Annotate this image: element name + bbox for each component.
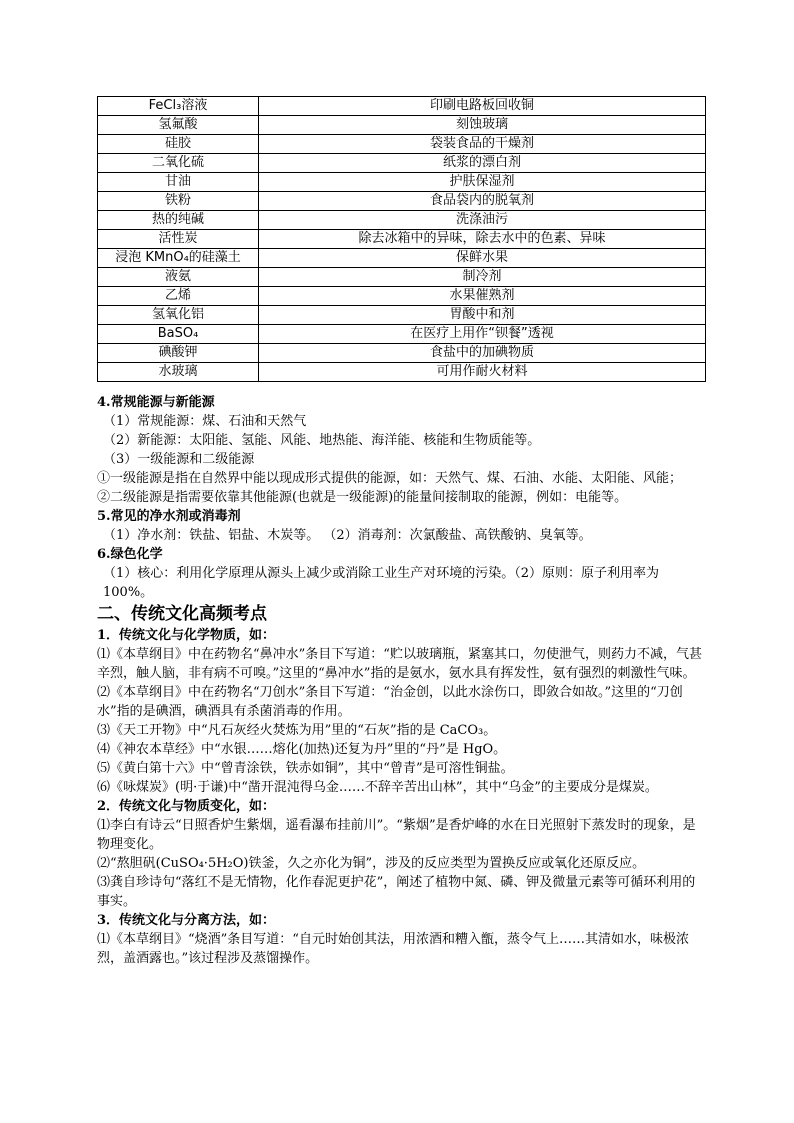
section-5-heading: 5.常见的净水剂或消毒剂 bbox=[97, 509, 241, 524]
usage-cell: 刻蚀玻璃 bbox=[259, 116, 706, 135]
table-row bbox=[98, 306, 706, 325]
paragraph: （3）一级能源和二级能源 bbox=[103, 452, 255, 467]
part-2-heading: 二、传统文化高频考点 bbox=[97, 604, 267, 624]
usage-cell: 纸浆的漂白剂 bbox=[259, 154, 706, 173]
substance-cell: FeCl₃溶液 bbox=[98, 97, 259, 116]
table-row bbox=[98, 230, 706, 249]
paragraph: ⑷《神农本草经》中“水银……熔化(加热)还复为丹”里的“丹”是 HgO。 bbox=[97, 742, 507, 757]
substance-cell: 氢氟酸 bbox=[98, 116, 259, 135]
table-row bbox=[98, 135, 706, 154]
subsection-heading: 2．传统文化与物质变化，如： bbox=[97, 799, 276, 814]
usage-cell: 洗涤油污 bbox=[259, 211, 706, 230]
section-4-heading: 4.常规能源与新能源 bbox=[97, 395, 215, 410]
paragraph: ⑹《咏煤炭》(明·于谦)中“凿开混沌得乌金……不辞辛苦出山林”，其中“乌金”的主要成分是煤炭。 bbox=[97, 780, 658, 795]
subsection-heading: 3．传统文化与分离方法，如： bbox=[97, 913, 276, 928]
table-row bbox=[98, 211, 706, 230]
substance-cell: 碘酸钾 bbox=[98, 344, 259, 363]
usage-cell: 护肤保湿剂 bbox=[259, 173, 706, 192]
substance-cell: 甘油 bbox=[98, 173, 259, 192]
substance-cell: 液氨 bbox=[98, 268, 259, 287]
substance-usage-table bbox=[97, 96, 706, 382]
table-row bbox=[98, 173, 706, 192]
table-row bbox=[98, 192, 706, 211]
substance-cell: 二氧化硫 bbox=[98, 154, 259, 173]
table-row bbox=[98, 363, 706, 382]
substance-cell: 铁粉 bbox=[98, 192, 259, 211]
document-body bbox=[97, 393, 706, 968]
usage-cell: 胃酸中和剂 bbox=[259, 306, 706, 325]
paragraph: ⑴《本草纲目》“烧酒”条目写道：“自元时始创其法，用浓酒和糟入甑，蒸令气上……其清如水，味极浓烈，盖酒露也。”该过程涉及蒸馏操作。 bbox=[97, 932, 689, 966]
usage-cell: 袋装食品的干燥剂 bbox=[259, 135, 706, 154]
substance-cell: BaSO₄ bbox=[98, 325, 259, 344]
paragraph: ⑶龚自珍诗句“落红不是无情物，化作春泥更护花”，阐述了植物中氮、磷、钾及微量元素等可循环利用的事实。 bbox=[97, 875, 696, 909]
table-row bbox=[98, 344, 706, 363]
paragraph: （1）核心：利用化学原理从源头上减少或消除工业生产对环境的污染。（2）原则：原子利用率为 100%。 bbox=[103, 566, 660, 600]
table-row bbox=[98, 97, 706, 116]
table-row bbox=[98, 268, 706, 287]
substance-cell: 硅胶 bbox=[98, 135, 259, 154]
substance-cell: 乙烯 bbox=[98, 287, 259, 306]
usage-cell: 食品袋内的脱氧剂 bbox=[259, 192, 706, 211]
table-row bbox=[98, 116, 706, 135]
paragraph: ⑴《本草纲目》中在药物名“鼻冲水”条目下写道：“贮以玻璃瓶，紧塞其口，勿使泄气，则药力不减，气甚辛烈，触人脑，非有病不可嗅。”这里的“鼻冲水”指的是氨水，氨水具有挥发性，氨有强烈的刺激性气味。 bbox=[97, 647, 702, 681]
usage-cell: 保鲜水果 bbox=[259, 249, 706, 268]
subsection-heading: 1．传统文化与化学物质，如： bbox=[97, 628, 276, 643]
usage-cell: 在医疗上用作“钡餐”透视 bbox=[259, 325, 706, 344]
paragraph: ②二级能源是指需要依靠其他能源(也就是一级能源)的能量间接制取的能源，例如：电能等。 bbox=[97, 490, 628, 505]
table-row bbox=[98, 249, 706, 268]
table-row bbox=[98, 287, 706, 306]
paragraph: ⑶《天工开物》中“凡石灰经火焚炼为用”里的“石灰”指的是 CaCO₃。 bbox=[97, 723, 497, 738]
paragraph: （2）新能源：太阳能、氢能、风能、地热能、海洋能、核能和生物质能等。 bbox=[103, 433, 541, 448]
substance-cell: 热的纯碱 bbox=[98, 211, 259, 230]
paragraph: ⑵《本草纲目》中在药物名“刀创水”条目下写道：“治金创，以此水涂伤口，即敛合如故。”这里的“刀创水”指的是碘酒，碘酒具有杀菌消毒的作用。 bbox=[97, 685, 683, 719]
document-page bbox=[97, 96, 706, 968]
substance-cell: 浸泡 KMnO₄的硅藻土 bbox=[98, 249, 259, 268]
paragraph: （1）净水剂：铁盐、铝盐、木炭等。 （2）消毒剂：次氯酸盐、高铁酸钠、臭氧等。 bbox=[103, 528, 592, 543]
substance-cell: 氢氧化铝 bbox=[98, 306, 259, 325]
substance-cell: 活性炭 bbox=[98, 230, 259, 249]
paragraph: ⑵“熬胆矾(CuSO₄·5H₂O)铁釜，久之亦化为铜”，涉及的反应类型为置换反应或氧化还原反应。 bbox=[97, 856, 646, 871]
table-row bbox=[98, 154, 706, 173]
usage-cell: 可用作耐火材料 bbox=[259, 363, 706, 382]
paragraph: ⑸《黄白第十六》中“曾青涂铁，铁赤如铜”，其中“曾青”是可溶性铜盐。 bbox=[97, 761, 514, 776]
section-6-heading: 6.绿色化学 bbox=[97, 547, 163, 562]
paragraph: （1）常规能源：煤、石油和天然气 bbox=[103, 414, 307, 429]
usage-cell: 印刷电路板回收铜 bbox=[259, 97, 706, 116]
usage-cell: 制冷剂 bbox=[259, 268, 706, 287]
substance-cell: 水玻璃 bbox=[98, 363, 259, 382]
usage-cell: 食盐中的加碘物质 bbox=[259, 344, 706, 363]
table-row bbox=[98, 325, 706, 344]
paragraph: ⑴李白有诗云“日照香炉生紫烟，遥看瀑布挂前川”。“紫烟”是香炉峰的水在日光照射下蒸发时的现象，是物理变化。 bbox=[97, 818, 696, 852]
usage-cell: 除去冰箱中的异味，除去水中的色素、异味 bbox=[259, 230, 706, 249]
usage-cell: 水果催熟剂 bbox=[259, 287, 706, 306]
paragraph: ①一级能源是指在自然界中能以现成形式提供的能源，如：天然气、煤、石油、水能、太阳能、风能； bbox=[97, 471, 683, 486]
